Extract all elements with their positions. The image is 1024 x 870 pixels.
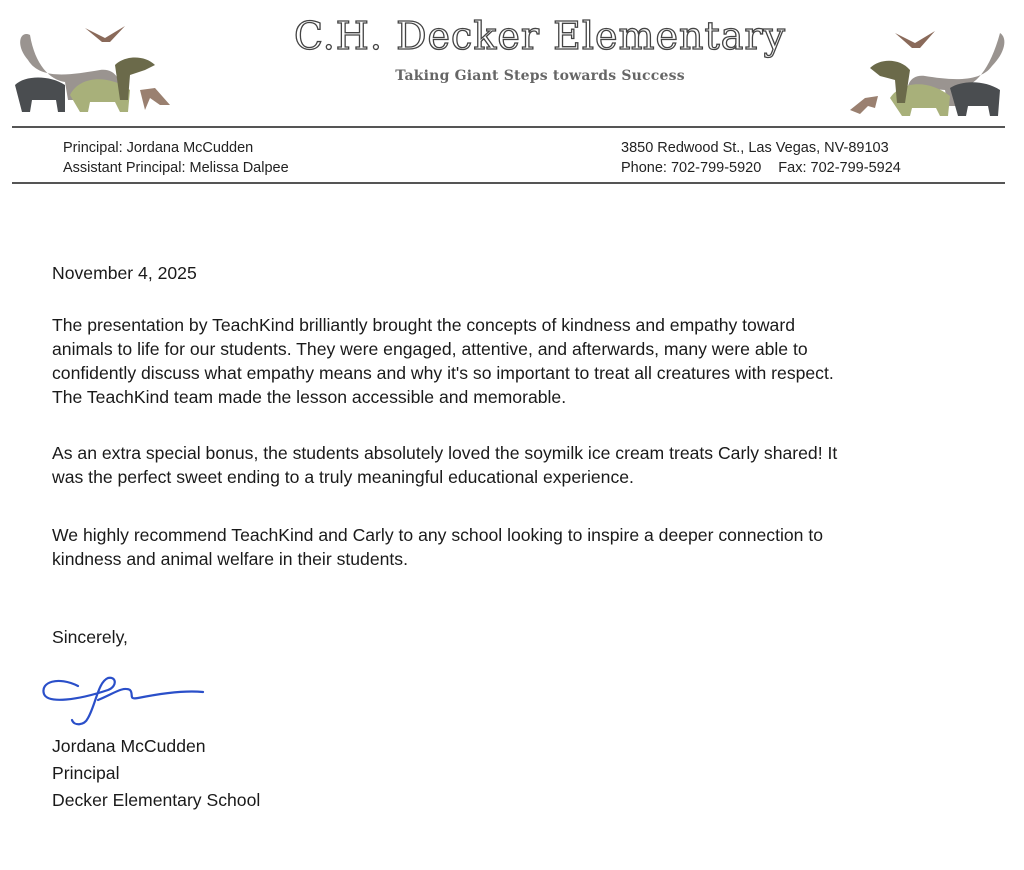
paragraph-line: The presentation by TeachKind brilliantly brought the concepts of kindness and empathy toward	[52, 315, 795, 335]
paragraph-line: As an extra special bonus, the students absolutely loved the soymilk ice cream treats Carly shared! It	[52, 443, 838, 463]
contact-info	[621, 138, 901, 178]
letter-date: November 4, 2025	[52, 263, 197, 283]
paragraph-line: animals to life for our students. They were engaged, attentive, and afterwards, many were able to	[52, 339, 808, 359]
paragraph-line: confidently discuss what empathy means and why it's so important to treat all creatures with respect.	[52, 363, 834, 383]
header-divider-bottom	[12, 182, 1005, 184]
signer-name: Jordana McCudden	[52, 736, 206, 756]
paragraph-1	[52, 313, 834, 409]
assistant-principal-info: Assistant Principal: Melissa Dalpee	[63, 160, 289, 176]
paragraph-line: We highly recommend TeachKind and Carly to any school looking to inspire a deeper connection to	[52, 525, 823, 545]
header-divider-top	[12, 126, 1005, 128]
paragraph-line: The TeachKind team made the lesson accessible and memorable.	[52, 387, 567, 407]
principal-info: Principal: Jordana McCudden	[63, 140, 254, 156]
address: 3850 Redwood St., Las Vegas, NV-89103	[621, 140, 889, 156]
paragraph-3	[52, 523, 823, 571]
phone: Phone: 702-799-5920	[621, 160, 762, 176]
paragraph-line: kindness and animal welfare in their students.	[52, 549, 408, 569]
signer-title: Principal	[52, 763, 120, 783]
signer-organization: Decker Elementary School	[52, 790, 261, 810]
signature-block	[52, 733, 260, 814]
paragraph-line: was the perfect sweet ending to a truly meaningful educational experience.	[52, 467, 634, 487]
administration-info	[63, 138, 289, 178]
fax: Fax: 702-799-5924	[778, 160, 901, 176]
signature	[38, 664, 208, 730]
school-tagline: Taking Giant Steps towards Success	[395, 68, 685, 84]
closing: Sincerely,	[52, 627, 128, 647]
school-name-logo: C.H. Decker Elementary	[293, 14, 787, 58]
paragraph-2	[52, 441, 837, 489]
